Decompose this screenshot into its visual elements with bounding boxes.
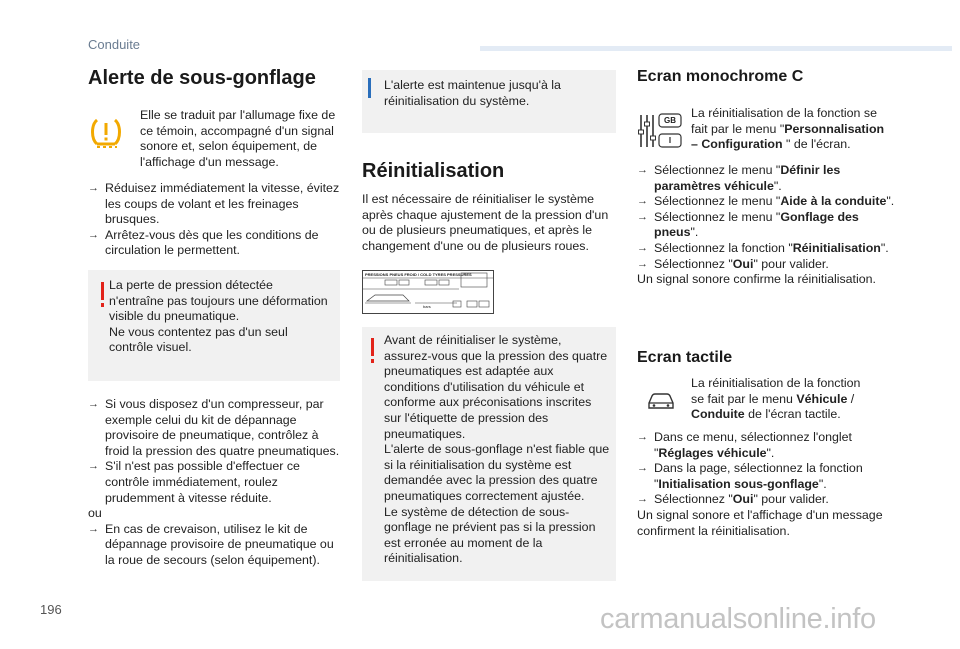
warning-text: La perte de pression détectée n'entraîne pas toujours une déformation visible du pneumatique. (109, 278, 328, 324)
alerte-further-actions (88, 397, 340, 569)
info-text: L'alerte est maintenue jusqu'à la réinitialisation du système. (384, 78, 561, 108)
step-item: → Sélectionnez le menu "Gonflage des pneus". (637, 210, 897, 241)
step-item: → Dans la page, sélectionnez la fonction "Initialisation sous-gonflage". (637, 461, 892, 492)
section-header: Conduite (88, 37, 141, 52)
warning-box-reinit (362, 327, 616, 581)
tactile-steps (637, 430, 892, 539)
info-icon (368, 78, 371, 98)
monochrome-screen-icon: GB I (637, 112, 685, 150)
car-icon (646, 391, 676, 411)
tactile-intro: La réinitialisation de la fonction se fait par le menu Véhicule / Conduite de l'écran tactile. (691, 376, 861, 422)
info-box (362, 70, 616, 133)
mono-steps (637, 163, 897, 288)
warning-text: Ne vous contentez pas d'un seul contrôle visuel. (109, 324, 288, 355)
tactile-outro: Un signal sonore et l'affichage d'un message confirment la réinitialisation. (637, 507, 883, 538)
step-item: → Sélectionnez le menu "Définir les paramètres véhicule". (637, 163, 897, 194)
warning-exclamation-icon (371, 338, 374, 356)
reinit-body: Il est nécessaire de réinitialiser le système après chaque ajustement de la pression d'un ou de plusieurs pneumatiques, et après le changement d'une ou de plusieurs roues. (362, 192, 609, 253)
step-item: → Sélectionnez "Oui" pour valider. (637, 492, 892, 508)
or-text: ou (88, 506, 102, 521)
mono-title: Ecran monochrome C (637, 68, 804, 85)
bullet-item: → En cas de crevaison, utilisez le kit de dépannage provisoire de pneumatique ou la roue de secours (selon équipement). (88, 522, 340, 569)
mono-outro: Un signal sonore confirme la réinitialisation. (637, 272, 876, 287)
warning-text: Avant de réinitialiser le système, assurez-vous que la pression des quatre pneumatiques est adaptée aux conditions d'utilisation du véhicule et conforme aux préconisations inscrites sur l'étiquette de pression des pneumatiques. (384, 333, 608, 441)
label-unit: bars (423, 304, 431, 309)
reinit-title: Réinitialisation (362, 160, 505, 182)
alerte-actions (88, 181, 340, 259)
alerte-title: Alerte de sous-gonflage (88, 67, 316, 89)
step-item: → Dans ce menu, sélectionnez l'onglet "Réglages véhicule". (637, 430, 892, 461)
step-item: → Sélectionnez la fonction "Réinitialisation". (637, 241, 897, 257)
label-title: PRESSIONS PNEUS FROID / COLD TYRES PRESSURES (365, 272, 472, 277)
bullet-item: → S'il n'est pas possible d'effectuer ce contrôle immédiatement, roulez prudemment à vitesse réduite. (88, 459, 340, 506)
bullet-item: → Réduisez immédiatement la vitesse, évitez les coups de volant et les freinages brusques. (88, 181, 340, 228)
warning-box-pressure (88, 270, 340, 381)
step-item: → Sélectionnez "Oui" pour valider. (637, 257, 897, 273)
tire-pressure-label-illustration (362, 270, 494, 314)
mono-intro: La réinitialisation de la fonction se fait par le menu "Personnalisation – Configuration " de l'écran. (691, 106, 885, 152)
header-bar (480, 46, 952, 51)
alerte-intro: Elle se traduit par l'allumage fixe de ce témoin, accompagné d'un signal sonore et, selon équipement, de l'affichage d'un message. (140, 108, 336, 169)
step-item: → Sélectionnez le menu "Aide à la conduite". (637, 194, 897, 210)
tire-warning-icon (88, 115, 124, 149)
warning-text: L'alerte de sous-gonflage n'est fiable que si la réinitialisation du système est demandée avec la pression des quatre pneumatiques correctement ajustée. (384, 442, 610, 503)
page-number: 196 (40, 602, 62, 617)
bullet-item: → Si vous disposez d'un compresseur, par exemple celui du kit de dépannage provisoire de pneumatique, contrôlez à froid la pression des quatre pneumatiques. (88, 397, 340, 459)
tactile-title: Ecran tactile (637, 349, 733, 366)
warning-exclamation-icon (101, 282, 104, 300)
watermark: carmanualsonline.info (600, 603, 876, 635)
bullet-item: → Arrêtez-vous dès que les conditions de circulation le permettent. (88, 228, 340, 259)
warning-text: Le système de détection de sous-gonflage ne prévient pas si la pression est erronée au moment de la réinitialisation. (384, 504, 596, 566)
